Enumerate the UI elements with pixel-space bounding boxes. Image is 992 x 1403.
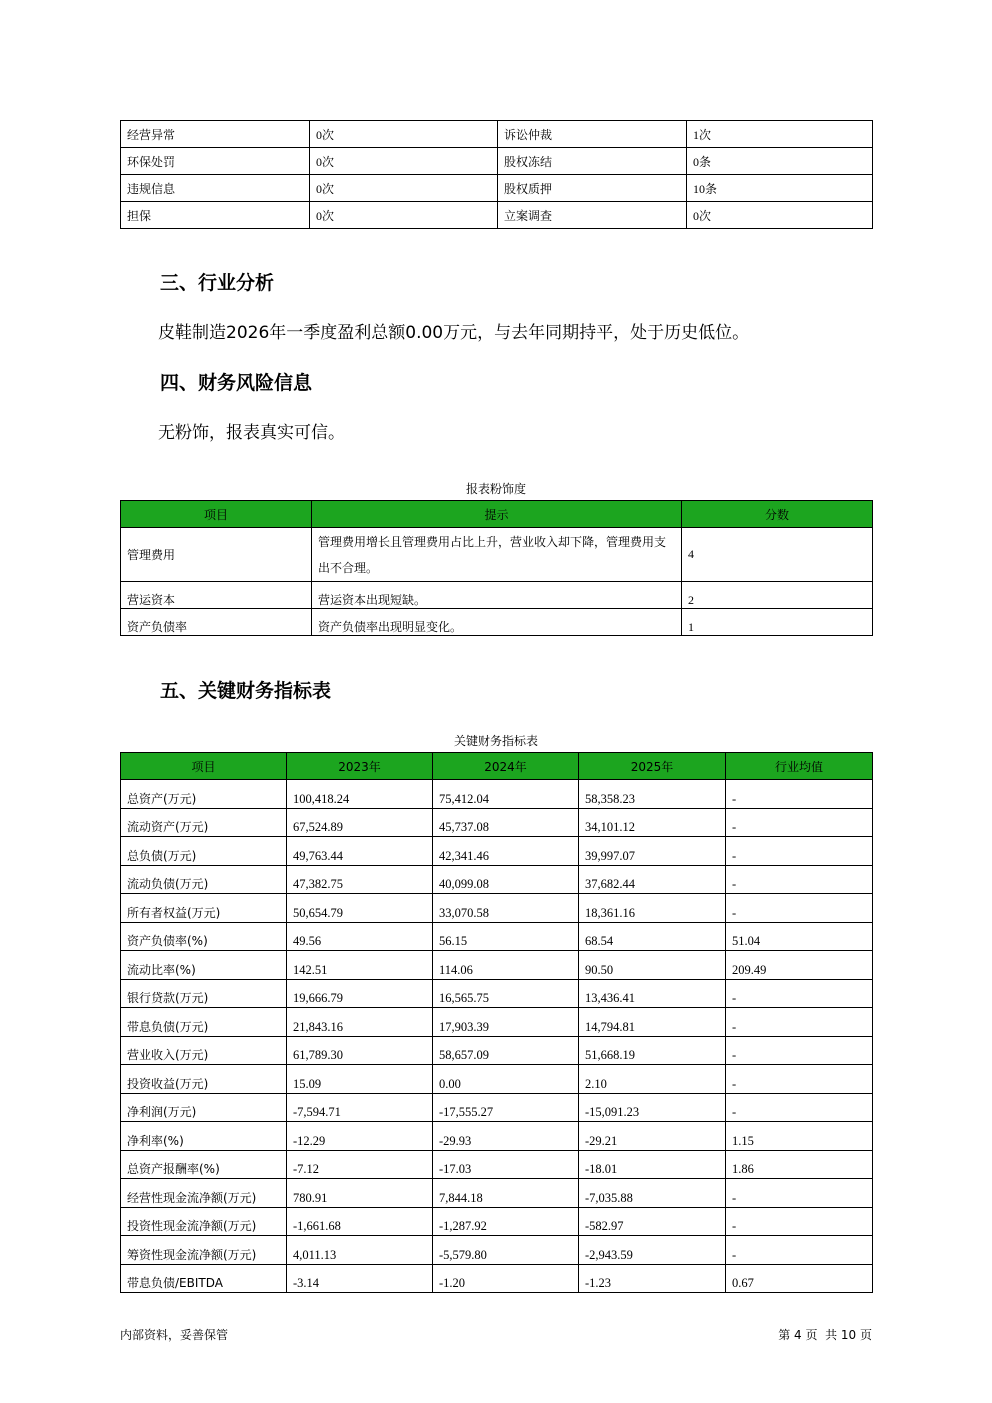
metric-value-cell: 1.86 bbox=[726, 1150, 873, 1179]
metric-value-cell: 34,101.12 bbox=[579, 808, 726, 837]
metric-value-cell: 15.09 bbox=[287, 1065, 433, 1094]
metric-value-cell: 47,382.75 bbox=[287, 865, 433, 894]
table-row bbox=[121, 894, 873, 923]
metric-value-cell: 58,657.09 bbox=[433, 1036, 579, 1065]
risk-value: 1次 bbox=[687, 121, 873, 148]
metric-value-cell: - bbox=[726, 1179, 873, 1208]
metric-label-cell: 筹资性现金流净额(万元) bbox=[121, 1236, 287, 1265]
metric-value-cell: - bbox=[726, 1207, 873, 1236]
risk-label: 股权冻结 bbox=[498, 148, 687, 175]
metric-label-cell: 带息负债(万元) bbox=[121, 1008, 287, 1037]
table-row bbox=[121, 1122, 873, 1151]
risk-value: 0次 bbox=[310, 175, 498, 202]
metric-value-cell: 0.67 bbox=[726, 1264, 873, 1293]
metric-value-cell: 39,997.07 bbox=[579, 837, 726, 866]
metric-value-cell: 40,099.08 bbox=[433, 865, 579, 894]
score-cell: 2 bbox=[682, 582, 873, 609]
table-header-row bbox=[121, 753, 873, 780]
industry-paragraph: 皮鞋制造2026年一季度盈利总额0.00万元，与去年同期持平，处于历史低位。 bbox=[158, 323, 750, 343]
metric-value-cell: -12.29 bbox=[287, 1122, 433, 1151]
metric-value-cell: 0.00 bbox=[433, 1065, 579, 1094]
hint-cell: 资产负债率出现明显变化。 bbox=[312, 609, 682, 636]
column-header: 2025年 bbox=[579, 753, 726, 780]
table-row bbox=[121, 865, 873, 894]
risk-value: 0次 bbox=[310, 202, 498, 229]
metric-value-cell: -1,287.92 bbox=[433, 1207, 579, 1236]
metric-label-cell: 资产负债率(%) bbox=[121, 922, 287, 951]
metric-label-cell: 总资产(万元) bbox=[121, 780, 287, 809]
metric-value-cell: 209.49 bbox=[726, 951, 873, 980]
metric-value-cell: 7,844.18 bbox=[433, 1179, 579, 1208]
risk-table bbox=[120, 120, 873, 229]
metric-value-cell: -17.03 bbox=[433, 1150, 579, 1179]
table-row bbox=[121, 1207, 873, 1236]
item-cell: 资产负债率 bbox=[121, 609, 312, 636]
metric-value-cell: 33,070.58 bbox=[433, 894, 579, 923]
item-cell: 营运资本 bbox=[121, 582, 312, 609]
metric-label-cell: 投资收益(万元) bbox=[121, 1065, 287, 1094]
metric-label-cell: 流动负债(万元) bbox=[121, 865, 287, 894]
risk-value: 0次 bbox=[687, 202, 873, 229]
metric-value-cell: 18,361.16 bbox=[579, 894, 726, 923]
risk-label: 股权质押 bbox=[498, 175, 687, 202]
metric-label-cell: 所有者权益(万元) bbox=[121, 894, 287, 923]
table-row bbox=[121, 808, 873, 837]
table-header-row bbox=[121, 501, 873, 528]
metric-value-cell: - bbox=[726, 894, 873, 923]
table-row bbox=[121, 528, 873, 582]
metric-value-cell: 42,341.46 bbox=[433, 837, 579, 866]
column-header: 项目 bbox=[121, 753, 287, 780]
metric-label-cell: 银行贷款(万元) bbox=[121, 979, 287, 1008]
metric-value-cell: -15,091.23 bbox=[579, 1093, 726, 1122]
risk-value: 0次 bbox=[310, 121, 498, 148]
metric-value-cell: -1.23 bbox=[579, 1264, 726, 1293]
metric-label-cell: 营业收入(万元) bbox=[121, 1036, 287, 1065]
column-header: 2023年 bbox=[287, 753, 433, 780]
table-row bbox=[121, 1150, 873, 1179]
metric-value-cell: 21,843.16 bbox=[287, 1008, 433, 1037]
metric-value-cell: - bbox=[726, 865, 873, 894]
table-row bbox=[121, 1093, 873, 1122]
section-heading-metrics: 五、关键财务指标表 bbox=[160, 680, 332, 702]
table-row bbox=[121, 1179, 873, 1208]
table-row bbox=[121, 1008, 873, 1037]
metric-value-cell: 68.54 bbox=[579, 922, 726, 951]
metric-value-cell: 16,565.75 bbox=[433, 979, 579, 1008]
table-row bbox=[121, 609, 873, 636]
metric-label-cell: 总资产报酬率(%) bbox=[121, 1150, 287, 1179]
metric-value-cell: -18.01 bbox=[579, 1150, 726, 1179]
section-heading-industry: 三、行业分析 bbox=[160, 272, 275, 294]
table-row bbox=[121, 780, 873, 809]
risk-value: 10条 bbox=[687, 175, 873, 202]
metric-value-cell: -2,943.59 bbox=[579, 1236, 726, 1265]
metric-value-cell: - bbox=[726, 1236, 873, 1265]
score-cell: 4 bbox=[682, 528, 873, 582]
metric-value-cell: 37,682.44 bbox=[579, 865, 726, 894]
metric-value-cell: -3.14 bbox=[287, 1264, 433, 1293]
hint-cell: 管理费用增长且管理费用占比上升，营业收入却下降，管理费用支出不合理。 bbox=[312, 528, 682, 582]
table-row bbox=[121, 148, 873, 175]
metric-value-cell: -582.97 bbox=[579, 1207, 726, 1236]
metric-value-cell: 114.06 bbox=[433, 951, 579, 980]
metric-value-cell: 56.15 bbox=[433, 922, 579, 951]
metrics-table-caption: 关键财务指标表 bbox=[453, 734, 538, 748]
metric-label-cell: 净利率(%) bbox=[121, 1122, 287, 1151]
metric-label-cell: 经营性现金流净额(万元) bbox=[121, 1179, 287, 1208]
table-row bbox=[121, 1236, 873, 1265]
table-row bbox=[121, 1065, 873, 1094]
metric-value-cell: - bbox=[726, 1036, 873, 1065]
metric-value-cell: -1,661.68 bbox=[287, 1207, 433, 1236]
item-cell: 管理费用 bbox=[121, 528, 312, 582]
table-row bbox=[121, 922, 873, 951]
metric-value-cell: - bbox=[726, 837, 873, 866]
table-row bbox=[121, 951, 873, 980]
metric-label-cell: 净利润(万元) bbox=[121, 1093, 287, 1122]
table-row bbox=[121, 582, 873, 609]
metric-value-cell: 100,418.24 bbox=[287, 780, 433, 809]
footer-left: 内部资料，妥善保管 bbox=[120, 1328, 229, 1342]
column-header: 分数 bbox=[682, 501, 873, 528]
metric-value-cell: 2.10 bbox=[579, 1065, 726, 1094]
risk-label: 诉讼仲裁 bbox=[498, 121, 687, 148]
risk-value: 0次 bbox=[310, 148, 498, 175]
metric-value-cell: 19,666.79 bbox=[287, 979, 433, 1008]
metric-value-cell: 51.04 bbox=[726, 922, 873, 951]
table-row bbox=[121, 121, 873, 148]
table-row bbox=[121, 175, 873, 202]
metric-value-cell: -7,594.71 bbox=[287, 1093, 433, 1122]
risk-label: 违规信息 bbox=[121, 175, 310, 202]
metric-label-cell: 流动资产(万元) bbox=[121, 808, 287, 837]
metric-label-cell: 总负债(万元) bbox=[121, 837, 287, 866]
metric-value-cell: - bbox=[726, 979, 873, 1008]
metric-value-cell: 14,794.81 bbox=[579, 1008, 726, 1037]
table-row bbox=[121, 979, 873, 1008]
risk-label: 经营异常 bbox=[121, 121, 310, 148]
section-heading-risk: 四、财务风险信息 bbox=[160, 372, 313, 394]
metric-label-cell: 流动比率(%) bbox=[121, 951, 287, 980]
table-row bbox=[121, 1036, 873, 1065]
metric-value-cell: -17,555.27 bbox=[433, 1093, 579, 1122]
metric-value-cell: - bbox=[726, 780, 873, 809]
embellish-table bbox=[120, 500, 873, 636]
metric-value-cell: -29.21 bbox=[579, 1122, 726, 1151]
column-header: 提示 bbox=[312, 501, 682, 528]
metrics-table-body bbox=[121, 780, 873, 1293]
score-cell: 1 bbox=[682, 609, 873, 636]
risk-value: 0条 bbox=[687, 148, 873, 175]
metrics-table bbox=[120, 752, 873, 1293]
metric-label-cell: 带息负债/EBITDA bbox=[121, 1264, 287, 1293]
metric-value-cell: - bbox=[726, 1008, 873, 1037]
metric-value-cell: 90.50 bbox=[579, 951, 726, 980]
metric-value-cell: 17,903.39 bbox=[433, 1008, 579, 1037]
column-header: 2024年 bbox=[433, 753, 579, 780]
risk-label: 立案调查 bbox=[498, 202, 687, 229]
embellish-table-caption: 报表粉饰度 bbox=[465, 482, 526, 496]
metric-value-cell: 75,412.04 bbox=[433, 780, 579, 809]
metric-value-cell: 780.91 bbox=[287, 1179, 433, 1208]
metric-value-cell: -29.93 bbox=[433, 1122, 579, 1151]
metric-value-cell: -7.12 bbox=[287, 1150, 433, 1179]
metric-value-cell: - bbox=[726, 1065, 873, 1094]
metric-value-cell: 13,436.41 bbox=[579, 979, 726, 1008]
metric-value-cell: 49,763.44 bbox=[287, 837, 433, 866]
risk-label: 担保 bbox=[121, 202, 310, 229]
metric-value-cell: 49.56 bbox=[287, 922, 433, 951]
metric-value-cell: -1.20 bbox=[433, 1264, 579, 1293]
metric-value-cell: 67,524.89 bbox=[287, 808, 433, 837]
metric-value-cell: 45,737.08 bbox=[433, 808, 579, 837]
table-row bbox=[121, 837, 873, 866]
metric-value-cell: - bbox=[726, 808, 873, 837]
table-row bbox=[121, 202, 873, 229]
risk-paragraph: 无粉饰，报表真实可信。 bbox=[158, 423, 345, 443]
column-header: 项目 bbox=[121, 501, 312, 528]
metric-value-cell: -7,035.88 bbox=[579, 1179, 726, 1208]
metric-value-cell: -5,579.80 bbox=[433, 1236, 579, 1265]
metric-value-cell: 61,789.30 bbox=[287, 1036, 433, 1065]
metric-value-cell: 142.51 bbox=[287, 951, 433, 980]
metric-value-cell: 50,654.79 bbox=[287, 894, 433, 923]
risk-label: 环保处罚 bbox=[121, 148, 310, 175]
metric-value-cell: 4,011.13 bbox=[287, 1236, 433, 1265]
column-header: 行业均值 bbox=[726, 753, 873, 780]
table-row bbox=[121, 1264, 873, 1293]
metric-value-cell: 1.15 bbox=[726, 1122, 873, 1151]
metric-value-cell: - bbox=[726, 1093, 873, 1122]
metric-value-cell: 51,668.19 bbox=[579, 1036, 726, 1065]
metric-label-cell: 投资性现金流净额(万元) bbox=[121, 1207, 287, 1236]
metric-value-cell: 58,358.23 bbox=[579, 780, 726, 809]
hint-cell: 营运资本出现短缺。 bbox=[312, 582, 682, 609]
footer-page-number: 第 4 页 共 10 页 bbox=[778, 1328, 872, 1342]
